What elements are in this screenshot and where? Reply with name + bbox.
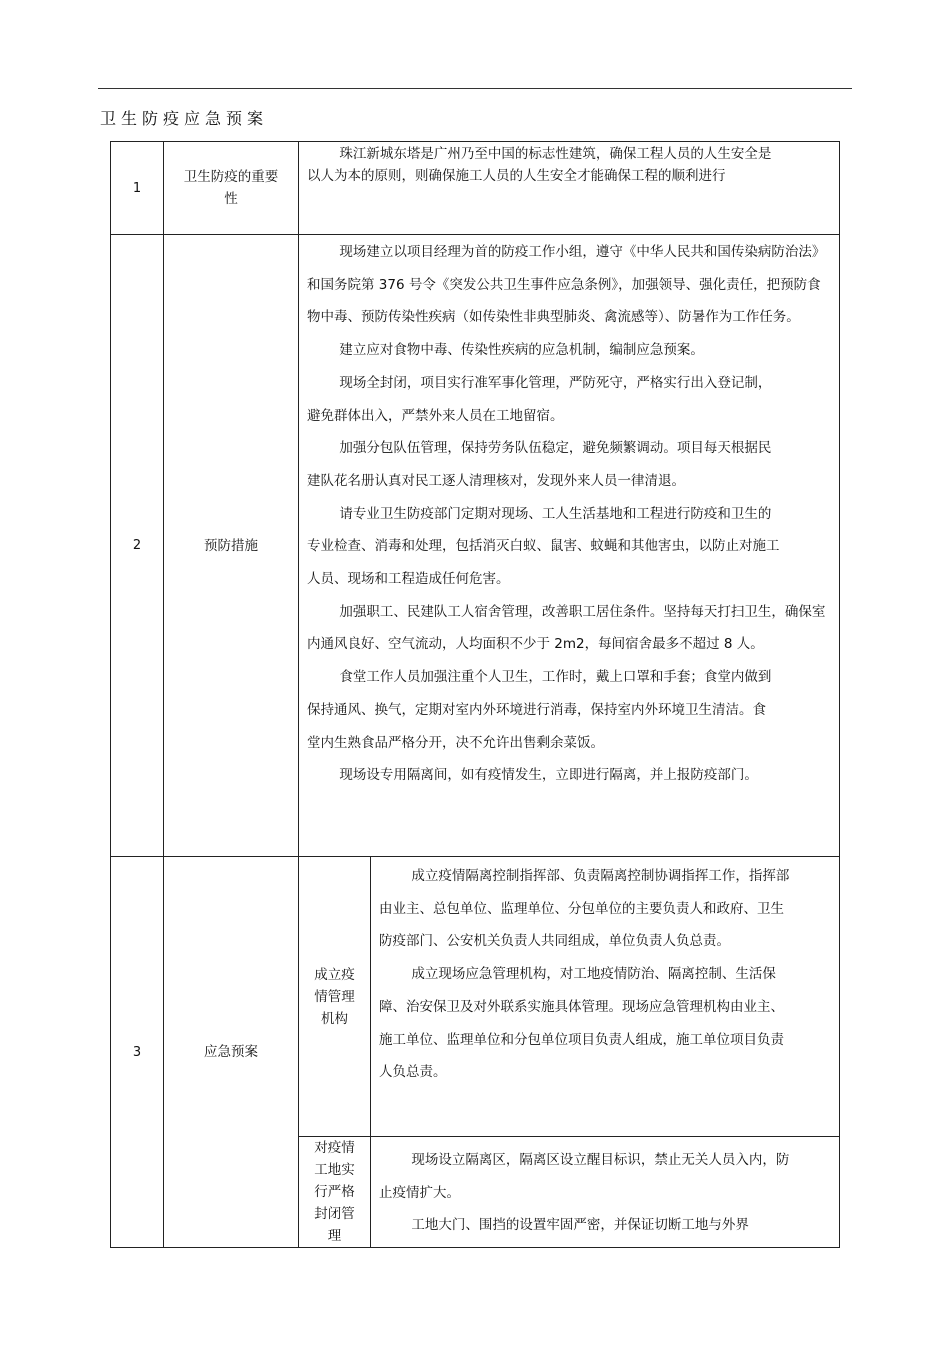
content-paragraph: 建立应对食物中毒、传染性疾病的应急机制，编制应急预案。 (339, 342, 704, 359)
content-paragraph: 加强职工、民建队工人宿舍管理，改善职工居住条件。坚持每天打扫卫生，确保室内通风良好、空气流动，人均面积不少于 2m2，每间宿舍最多不超过 8 人。 (307, 603, 826, 653)
row-number: 3 (111, 857, 164, 1248)
table-row (111, 235, 840, 857)
subrow-label: 成立疫情管理机构 (299, 857, 371, 1137)
row-content (299, 235, 840, 857)
row-topic: 应急预案 (164, 857, 299, 1248)
row-topic: 预防措施 (164, 235, 299, 857)
content-paragraph: 现场设专用隔离间，如有疫情发生，立即进行隔离，并上报防疫部门。 (339, 767, 758, 784)
table-row (111, 857, 840, 1137)
subrow-content (371, 1137, 840, 1248)
content-paragraph: 请专业卫生防疫部门定期对现场、工人生活基地和工程进行防疫和卫生的专业检查、消毒和处理，包括消灭白蚁、鼠害、蚊蝇和其他害虫，以防止对施工人员、现场和工程造成任何危害。 (307, 505, 780, 588)
header-rule (98, 88, 852, 89)
content-paragraph: 珠江新城东塔是广州乃至中国的标志性建筑，确保工程人员的人生安全是以人为本的原则，则确保施工人员的人生安全才能确保工程的顺利进行 (307, 146, 772, 184)
content-paragraph: 现场设立隔离区，隔离区设立醒目标识，禁止无关人员入内，防止疫情扩大。 (379, 1152, 790, 1201)
content-paragraph: 现场建立以项目经理为首的防疫工作小组，遵守《中华人民共和国传染病防治法》和国务院第 376 号令《突发公共卫生事件应急条例》，加强领导、强化责任，把预防食物中毒、预防传染性疾病（如传染性非典型肺炎、禽流感等）、防暑作为工作任务。 (307, 244, 826, 326)
row-topic-text: 卫生防疫的重要性 (183, 169, 279, 207)
row-topic (164, 142, 299, 235)
content-paragraph: 工地大门、围挡的设置牢固严密，并保证切断工地与外界 (411, 1217, 749, 1234)
subrow-label: 对疫情工地实行严格封闭管理 (299, 1137, 371, 1248)
content-paragraph: 加强分包队伍管理，保持劳务队伍稳定，避免频繁调动。项目每天根据民建队花名册认真对民工逐人清理核对，发现外来人员一律清退。 (307, 440, 772, 489)
content-paragraph: 食堂工作人员加强注重个人卫生，工作时，戴上口罩和手套；食堂内做到保持通风、换气，定期对室内外环境进行消毒，保持室内外环境卫生清洁。食堂内生熟食品严格分开，决不允许出售剩余菜饭。 (307, 669, 772, 751)
plan-table (110, 141, 840, 1248)
content-paragraph: 现场全封闭，项目实行准军事化管理，严防死守，严格实行出入登记制，避免群体出入，严禁外来人员在工地留宿。 (307, 374, 772, 424)
table-row (111, 142, 840, 235)
row-content (299, 142, 840, 235)
content-paragraph: 成立现场应急管理机构，对工地疫情防治、隔离控制、生活保障、治安保卫及对外联系实施具体管理。现场应急管理机构由业主、施工单位、监理单位和分包单位项目负责人组成，施工单位项目负责人负总责。 (379, 966, 784, 1081)
document-title: 卫生防疫应急预案 (100, 109, 269, 128)
row-number: 2 (111, 235, 164, 857)
content-paragraph: 成立疫情隔离控制指挥部、负责隔离控制协调指挥工作，指挥部由业主、总包单位、监理单位、分包单位的主要负责人和政府、卫生防疫部门、公安机关负责人共同组成，单位负责人负总责。 (379, 868, 790, 950)
row-number: 1 (111, 142, 164, 235)
subrow-content (371, 857, 840, 1137)
